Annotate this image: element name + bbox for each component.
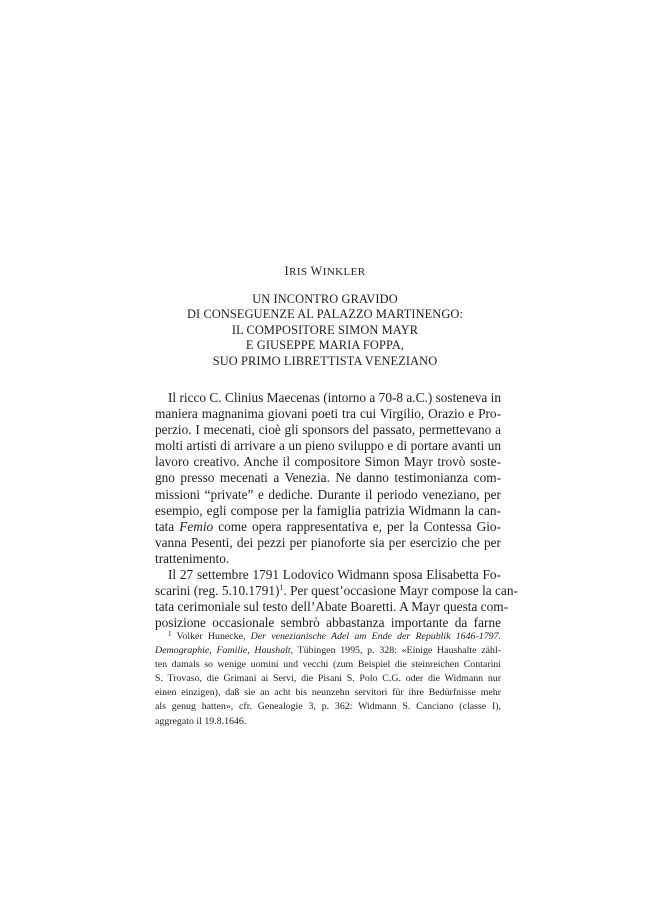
article-title — [0, 292, 650, 369]
title-line: SUO PRIMO LIBRETTISTA VENEZIANO — [212, 353, 438, 368]
author-first-rest: RIS — [289, 266, 311, 278]
body-line: trattenimento. — [155, 550, 230, 566]
body-line: gno presso mecenati a Venezia. Ne danno testimonianza com- — [155, 470, 501, 486]
title-line: UN INCONTRO GRAVIDO — [252, 292, 398, 306]
author-last-rest: INKLER — [322, 266, 366, 278]
footnote-book-subtitle: Demographie, Familie, Haushalt, — [155, 645, 294, 657]
footnote-text: Volker Hunecke, — [176, 631, 246, 642]
body-line: vanna Pesenti, dei pezzi per pianoforte sia per esercizio che per — [155, 534, 501, 550]
title-line: IL COMPOSITORE SIMON MAYR — [231, 322, 419, 337]
body-line: esempio, egli compose per la famiglia patrizia Widmann la can- — [155, 502, 501, 518]
body-line: maniera magnanima giovani poeti tra cui Virgilio, Orazio e Pro- — [155, 406, 501, 422]
body-line: Il 27 settembre 1791 Lodovico Widmann sposa Elisabetta Fo- — [168, 567, 501, 583]
body-line — [155, 519, 501, 535]
body-text-span: scarini (reg. 5.10.1791) — [155, 583, 280, 599]
body-line: molti artisti di arrivare a un pieno sviluppo e di portare avanti un — [155, 438, 501, 454]
author-initial-last: W — [310, 264, 323, 278]
footnote-line — [155, 644, 501, 658]
body-text — [155, 390, 518, 631]
author-initial-first: I — [284, 264, 290, 278]
footnote-line — [155, 630, 501, 644]
footnote-book-title: Der venezianische Adel am Ende der Republik 1646-1797. — [250, 631, 501, 642]
footnote-line: S. Trovaso, die Grimani ai Servi, die Pisani S. Polo C.G. oder die Widmann nur — [155, 673, 501, 685]
title-line: E GIUSEPPE MARIA FOPPA, — [245, 338, 405, 353]
title-line: DI CONSEGUENZE AL PALAZZO MARTINENGO: — [187, 307, 463, 322]
footnote-line: als genug hatten», cfr. Genealogie 3, p. 362: Widmann S. Canciano (classe I), — [155, 701, 501, 713]
body-text-span: . Per quest’occasione Mayr compose la can- — [283, 583, 518, 599]
body-line: perzio. I mecenati, cioè gli sponsors del passato, permettevano a — [155, 422, 501, 438]
body-line: lavoro creativo. Anche il compositore Simon Mayr trovò soste- — [155, 454, 501, 470]
body-line — [155, 583, 518, 599]
body-line: tata cerimoniale sul testo dell’Abate Boaretti. A Mayr questa com- — [155, 599, 508, 615]
footnotes — [155, 630, 501, 729]
footnote-number: 1 — [168, 630, 172, 638]
author-name — [0, 264, 650, 279]
work-title-femio: Femio — [179, 518, 214, 534]
body-text-span: tata — [155, 518, 175, 534]
body-line: Il ricco C. Clinius Maecenas (intorno a 70-8 a.C.) sosteneva in — [168, 390, 501, 405]
body-text-span: come opera rappresentativa e, per la Contessa Gio- — [218, 518, 502, 534]
footnote-line: ten damals so wenige uomini und vecchi (zum Beispiel die steinreichen Contarini — [155, 659, 501, 671]
body-line: missioni “private” e dediche. Durante il periodo veneziano, per — [155, 486, 501, 502]
body-line: posizione occasionale sembrò abbastanza importante da farne — [155, 615, 501, 631]
footnote-line: einen einzigen), daß sie an acht bis neunzehn servitori für ihre Bedürfnisse mehr — [155, 687, 501, 699]
footnote-line: aggregato il 19.8.1646. — [155, 715, 247, 727]
footnote-text: Tübingen 1995, p. 328: «Einige Haushalte zähl- — [297, 645, 501, 657]
footnote-reference[interactable]: 1 — [279, 583, 284, 593]
